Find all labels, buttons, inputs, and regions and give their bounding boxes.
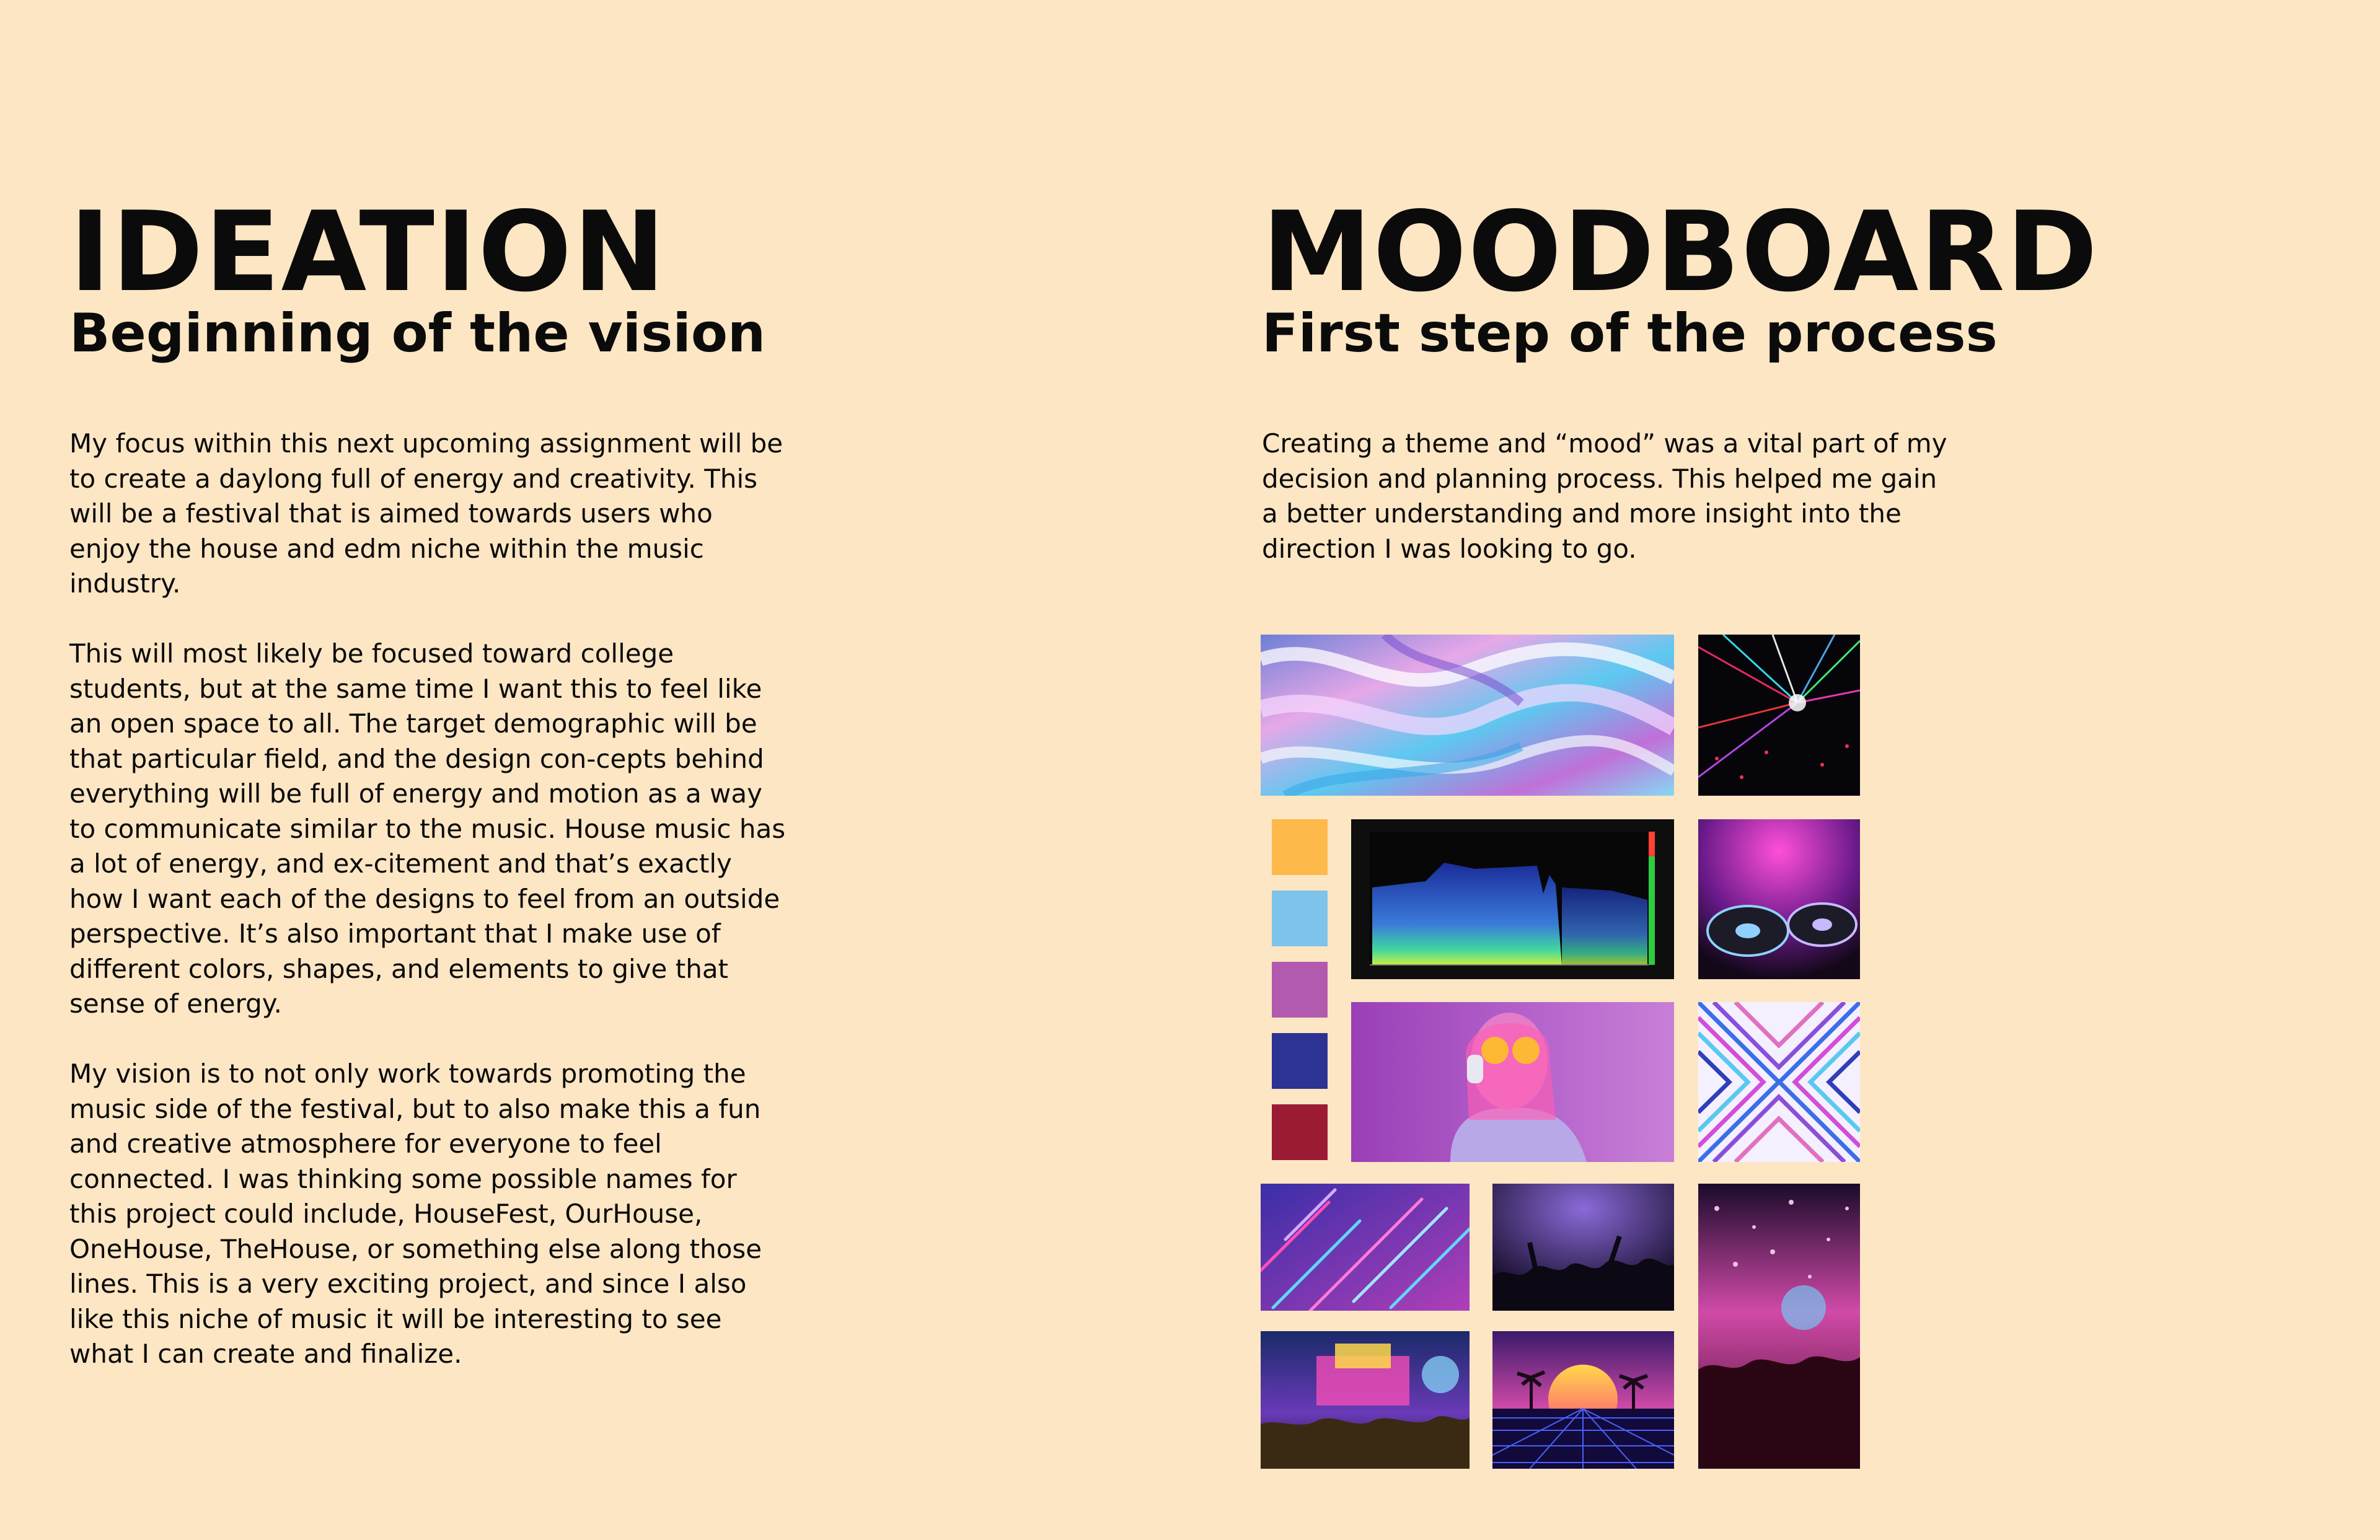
ideation-body [69,426,788,1407]
palette-swatch-crimson [1272,1104,1328,1160]
palette-swatch-yellow [1272,819,1328,875]
spectrogram-image [1351,819,1674,979]
chevron-pattern-image [1698,1002,1860,1162]
ideation-title: IDEATION [69,188,667,316]
palette-swatch-navy [1272,1033,1328,1089]
concert-crowd-image [1492,1184,1674,1311]
ideation-paragraph-2: This will most likely be focused toward college students, but at the same time I want this to feel like an open space to all. The target demographic will be that particular field, and the design con-cepts behind everything will be full of energy and motion as a way to communicate similar to the music. House music has a lot of energy, and ex-citement and that’s exactly how I want each of the designs to feel from an outside perspective. It’s also important that I make use of different colors, shapes, and elements to give that sense of energy. [69,638,786,1019]
moodboard-paragraph: Creating a theme and “mood” was a vital part of my decision and planning process. This helped me gain a better understanding and more insight into the direction I was looking to go. [1262,428,1947,564]
moodboard-body [1262,426,1956,602]
synthwave-sunset-image [1492,1331,1674,1469]
dj-decks-image [1698,819,1860,979]
festival-stage-image [1261,1331,1470,1469]
festival-confetti-image [1698,1184,1860,1469]
neon-streaks-image [1261,1184,1470,1311]
moodboard-subtitle: First step of the process [1262,302,1998,364]
liquid-chrome-image [1261,635,1674,796]
ideation-subtitle: Beginning of the vision [69,302,766,364]
headphones-portrait-image [1351,1002,1674,1162]
palette-swatch-light-blue [1272,891,1328,946]
laser-show-image [1698,635,1860,796]
palette-swatch-purple [1272,962,1328,1018]
ideation-paragraph-1: My focus within this next upcoming assignment will be to create a daylong full of energy and creativity. This will be a festival that is aimed towards users who enjoy the house and edm niche within the music industry. [69,428,783,599]
moodboard-title: MOODBOARD [1262,188,2099,316]
ideation-paragraph-3: My vision is to not only work towards promoting the music side of the festival, but to also make this a fun and creative atmosphere for everyone to feel connected. I was thinking some possible names for this project could include, HouseFest, OurHouse, OneHouse, TheHouse, or something else along those lines. This is a very exciting project, and since I also like this niche of music it will be interesting to see what I can create and finalize. [69,1058,762,1369]
